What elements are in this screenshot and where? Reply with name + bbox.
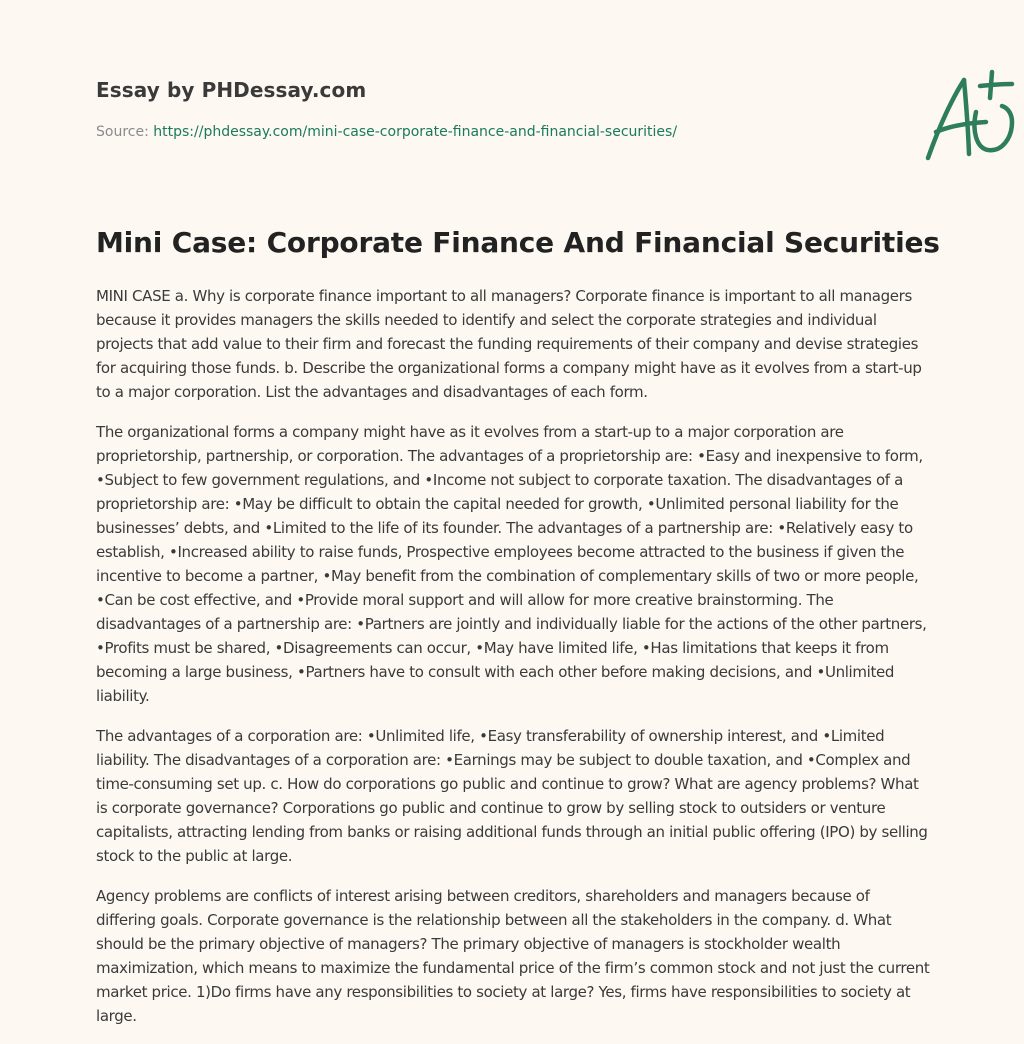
source-line <box>96 124 677 140</box>
source-label: Source: <box>96 124 154 140</box>
essay-paragraph: The advantages of a corporation are: •Unlimited life, •Easy transferability of ownership interest, and •Limited liability. The disadvantages of a corporation are: •Earnings may be subject to double taxation, and •Complex and time-consuming set up. c. How do corporations go public and continue to grow? What are agency problems? What is corporate governance? Corporations go public and continue to grow by selling stock to outsiders or venture capitalists, attracting lending from banks or raising additional funds through an initial public offering (IPO) by selling stock to the public at large. <box>96 727 928 865</box>
essay-paragraph: The organizational forms a company might have as it evolves from a start-up to a major corporation are proprietorship, partnership, or corporation. The advantages of a proprietorship are: •Easy and inexpensive to form, •Subject to few government regulations, and •Income not subject to corporate taxation. The disadvantages of a proprietorship are: •May be difficult to obtain the capital needed for growth, •Unlimited personal liability for the businesses’ debts, and •Limited to the life of its founder. The advantages of a partnership are: •Relatively easy to establish, •Increased ability to raise funds, Prospective employees become attracted to the business if given the incentive to become a partner, •May benefit from the combination of complementary skills of two or more people, •Can be cost effective, and •Provide moral support and will allow for more creative brainstorming. The disadvantages of a partnership are: •Partners are jointly and individually liable for the actions of the other partners, •Profits must be shared, •Disagreements can occur, •May have limited life, •Has limitations that keeps it from becoming a large business, •Partners have to consult with each other before making decisions, and •Unlimited liability. <box>96 423 927 705</box>
essay-paragraph: Agency problems are conflicts of interest arising between creditors, shareholders and managers because of differing goals. Corporate governance is the relationship between all the stakeholders in the company. d. What should be the primary objective of managers? The primary objective of managers is stockholder wealth maximization, which means to maximize the fundamental price of the firm’s common stock and not just the current market price. 1)Do firms have any responsibilities to society at large? Yes, firms have responsibilities to society at large. <box>96 887 930 1025</box>
essay-body <box>96 284 932 1044</box>
a-plus-grade-icon <box>916 68 1024 164</box>
essay-paragraph: MINI CASE a. Why is corporate finance important to all managers? Corporate finance is important to all managers because it provides managers the skills needed to identify and select the corporate strategies and individual projects that add value to their firm and forecast the funding requirements of their company and devise strategies for acquiring those funds. b. Describe the organizational forms a company might have as it evolves from a start-up to a major corporation. List the advantages and disadvantages of each form. <box>96 287 922 401</box>
source-link[interactable]: https://phdessay.com/mini-case-corporate-finance-and-financial-securities/ <box>153 124 678 140</box>
essay-title: Mini Case: Corporate Finance And Financial Securities <box>96 226 940 259</box>
site-brand: Essay by PHDessay.com <box>96 78 367 102</box>
